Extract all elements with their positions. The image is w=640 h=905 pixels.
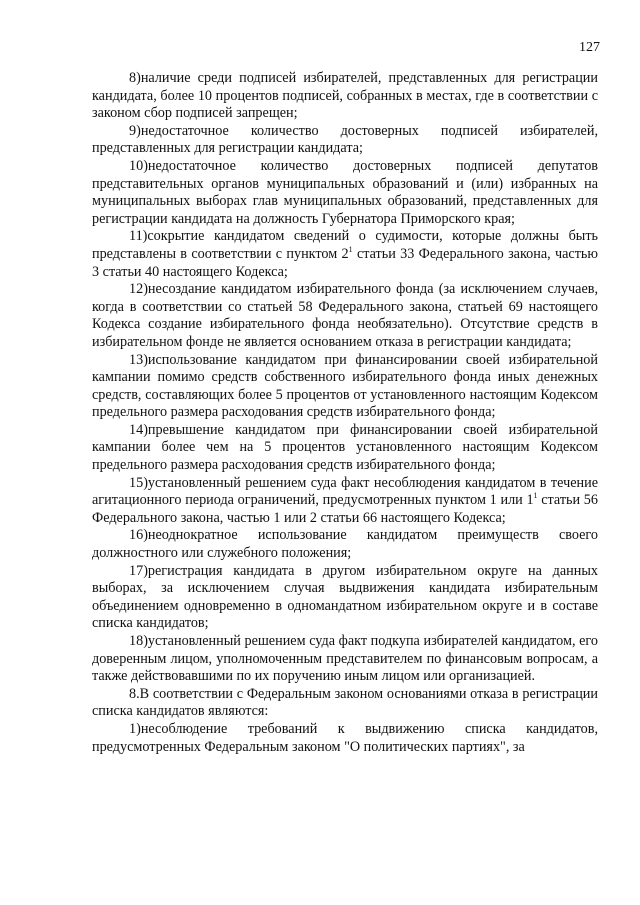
paragraph-item-10: 10)недостаточное количество достоверных подписей депутатов представительных органов муниципальных образований и (или) избранных на муниципальных выборах глав муниципальных образований, представленных для регистрации кандидата на должность Губернатора Приморского края; <box>92 157 598 227</box>
superscript: 1 <box>533 491 538 501</box>
paragraph-item-1: 1)несоблюдение требований к выдвижению списка кандидатов, предусмотренных Федеральным законом "О политических партиях", за <box>92 720 598 755</box>
paragraph-item-9: 9)недостаточное количество достоверных подписей избирателей, представленных для регистрации кандидата; <box>92 122 598 157</box>
paragraph-item-14: 14)превышение кандидатом при финансировании своей избирательной кампании более чем на 5 процентов установленного настоящим Кодексом предельного размера расходования средств избирательного фонда; <box>92 421 598 474</box>
superscript: 1 <box>348 244 353 254</box>
paragraph-item-13: 13)использование кандидатом при финансировании своей избирательной кампании помимо средств собственного избирательного фонда иных денежных средств, составляющих более 5 процентов от установленного настоящим Кодексом предельного размера расходования средств избирательного фонда; <box>92 351 598 421</box>
document-body <box>92 70 598 756</box>
page-number: 127 <box>579 40 600 55</box>
paragraph-item-17: 17)регистрация кандидата в другом избирательном округе на данных выборах, за исключением случая выдвижения кандидата избирательным объединением одновременно в одномандатном избирательном округе и в составе списка кандидатов; <box>92 562 598 632</box>
paragraph-item-11 <box>92 228 598 281</box>
paragraph-text: статьи 33 Федерального закона, частью 3 статьи 40 настоящего Кодекса; <box>92 245 598 280</box>
paragraph-text: 15)установленный решением суда факт несоблюдения кандидатом в течение агитационного периода ограничений, предусмотренных пунктом 1 или 1 <box>92 474 598 509</box>
paragraph-text: 11)сокрытие кандидатом сведений о судимости, которые должны быть представлены в соответствии с пунктом 2 <box>92 228 598 262</box>
section-8-heading: 8.В соответствии с Федеральным законом основаниями отказа в регистрации списка кандидатов являются: <box>92 685 598 720</box>
paragraph-text: статьи 56 Федерального закона, частью 1 или 2 статьи 66 настоящего Кодекса; <box>92 492 598 526</box>
paragraph-item-8: 8)наличие среди подписей избирателей, представленных для регистрации кандидата, более 10 процентов подписей, собранных в местах, где в соответствии с законом сбор подписей запрещен; <box>92 70 598 122</box>
paragraph-item-16: 16)неоднократное использование кандидатом преимуществ своего должностного или служебного положения; <box>92 527 598 562</box>
paragraph-item-12: 12)несоздание кандидатом избирательного фонда (за исключением случаев, когда в соответствии со статьей 58 Федерального закона, статьей 69 настоящего Кодекса создание избирательного фонда необязательно). Отсутствие средств в избирательном фонде не является основанием отказа в регистрации кандидата; <box>92 281 598 350</box>
paragraph-item-15 <box>92 475 598 528</box>
paragraph-item-18: 18)установленный решением суда факт подкупа избирателей кандидатом, его доверенным лицом, уполномоченным представителем по финансовым вопросам, а также действовавшими по их поручению иным лицом или организацией. <box>92 633 598 685</box>
